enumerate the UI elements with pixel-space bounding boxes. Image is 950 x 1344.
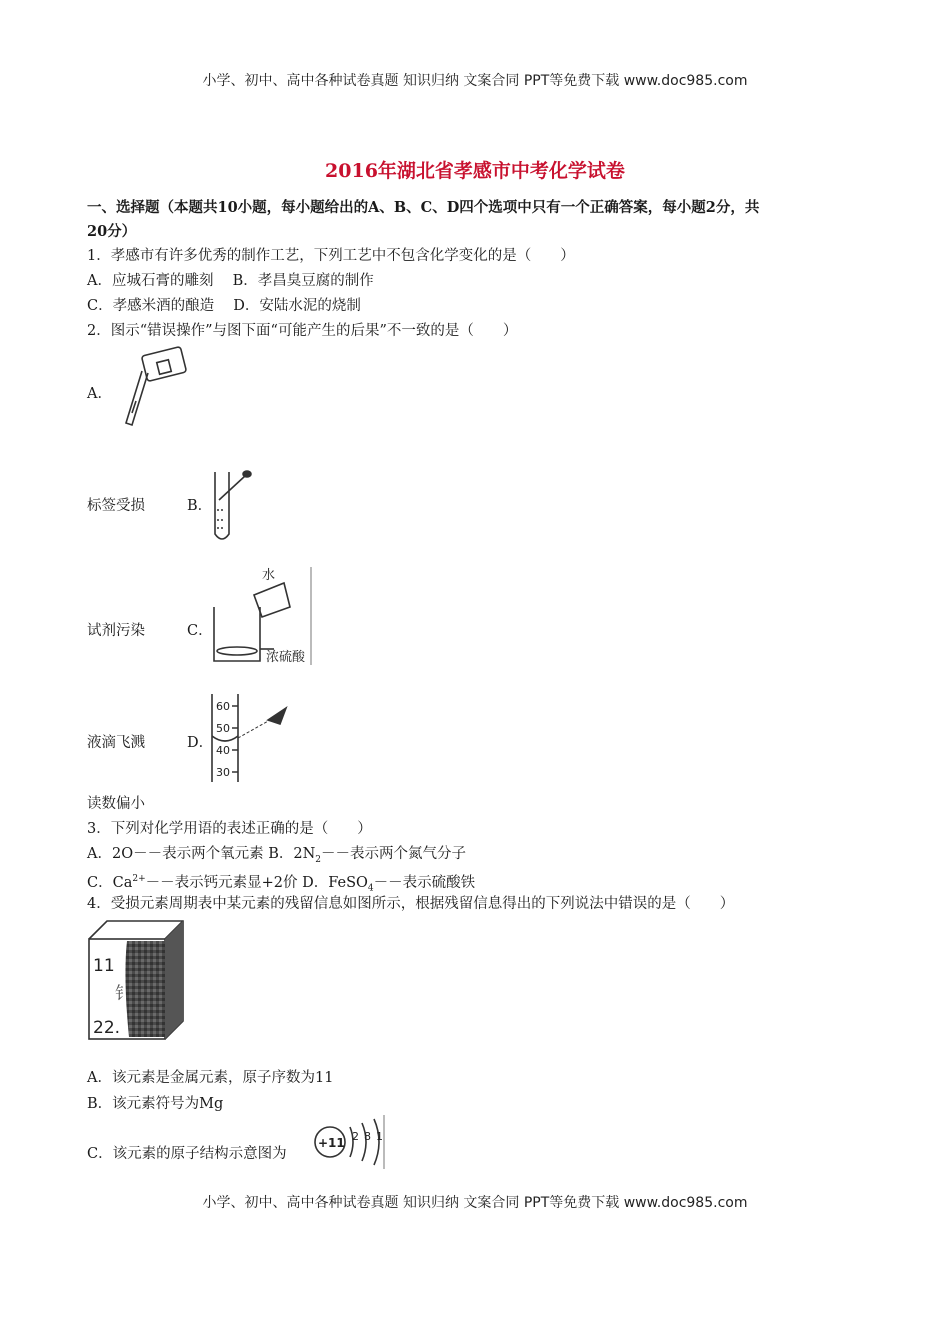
q2-consequence-b: 标签受损 [87,498,145,514]
q2-consequence-c: 试剂污染 [87,623,145,639]
q4-stem: 4．受损元素周期表中某元素的残留信息如图所示，根据残留信息得出的下列说法中错误的是（ ） [87,896,735,912]
q2-option-d-label: D． [187,735,214,751]
figure-tick-50: 50 [216,722,230,735]
q2-consequence-d: 液滴飞溅 [87,735,145,751]
figure-damaged-element-card [87,917,185,1041]
q4-option-b: B．该元素符号为Mg [87,1096,224,1112]
q2-consequence-final: 读数偏小 [87,796,145,812]
q1-stem: 1．孝感市有许多优秀的制作工艺，下列工艺中不包含化学变化的是（ ） [87,248,575,264]
figure-test-tube-pouring [112,345,192,427]
page-header: 小学、初中、高中各种试卷真题 知识归纳 文案合同 PPT等免费下载 www.doc985.com [202,73,748,89]
figure-atom-structure [310,1113,386,1171]
page-footer: 小学、初中、高中各种试卷真题 知识归纳 文案合同 PPT等免费下载 www.doc985.com [202,1195,748,1211]
q2-stem: 2．图示“错误操作”与图下面“可能产生的后果”不一致的是（ ） [87,323,518,339]
card-char: 钅 [115,984,132,1004]
q3-options-cd: C．$Ca^{2+}--$表示钙元素显+2价 D．FeSO$_4$－－表示硫酸铁 [87,874,476,894]
q2-option-a-label: A． [87,386,112,402]
figure-dropper-in-tube [205,468,255,548]
q4-option-a: A．该元素是金属元素，原子序数为11 [87,1070,334,1086]
q2-option-c-label: C． [187,623,213,639]
card-number: 11 [93,956,115,976]
atom-shell-2: 8 [364,1130,371,1143]
section-heading-line1: 一、选择题（本题共10小题，每小题给出的A、B、C、D四个选项中只有一个正确答案，每小题2分，共 [87,199,760,216]
q1-options-ab: A．应城石膏的雕刻 B．孝昌臭豆腐的制作 [87,273,374,289]
figure-label-acid: 浓硫酸 [266,650,306,665]
page-title: 2016年湖北省孝感市中考化学试卷 [325,160,625,182]
q2-option-b-label: B． [187,498,213,514]
atom-shell-1: 2 [352,1130,359,1143]
figure-tick-60: 60 [216,700,230,713]
atom-shell-3: 1 [376,1130,383,1143]
figure-label-water: 水 [262,568,276,583]
figure-tick-40: 40 [216,744,230,757]
q4-option-c: C．该元素的原子结构示意图为 [87,1146,287,1162]
q3-stem: 3．下列对化学用语的表述正确的是（ ） [87,821,372,837]
q1-options-cd: C．孝感米酒的酿造 D．安陆水泥的烧制 [87,298,361,314]
figure-diluting-acid [208,565,318,667]
section-heading-line2: 20分） [87,223,137,240]
q3-options-ab: A．2O－－表示两个氧元素 B．$2N_2--$表示两个氮气分子 [87,846,466,865]
figure-graduated-cylinder [208,692,292,784]
atom-nucleus: +11 [318,1136,345,1150]
figure-tick-30: 30 [216,766,230,779]
card-mass: 22. [93,1018,121,1038]
